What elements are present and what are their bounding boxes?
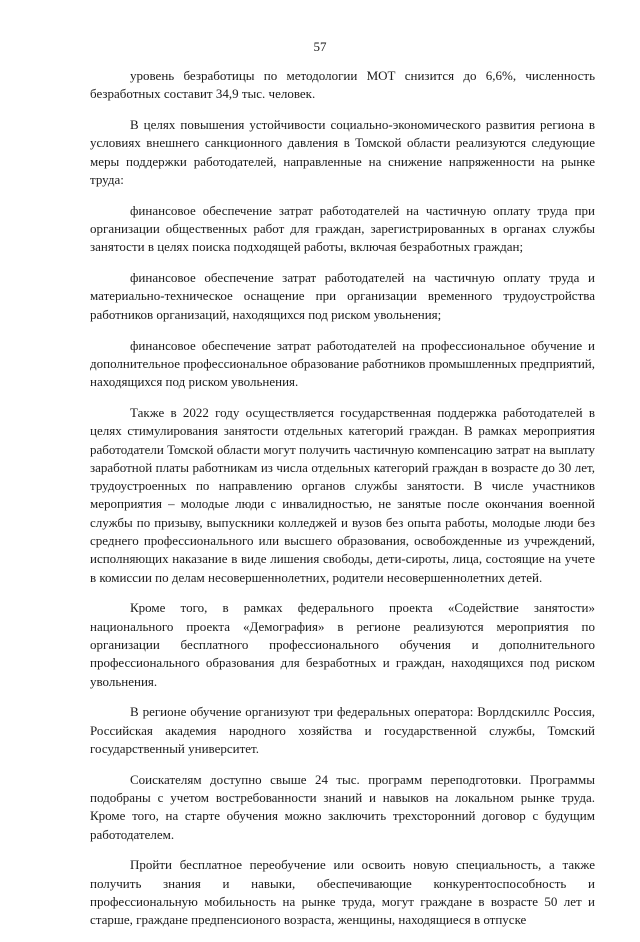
paragraph-free-retraining: Пройти бесплатное переобучение или освоить новую специальность, а также получить знания и навыки, обеспечивающие конкурентоспособность и профессиональную мобильность на рынке труда, могут граждане в возрасте 50 лет и старше, граждане предпенсионого возраста, женщины, находящиеся в отпуске xyxy=(90,857,595,928)
page-body xyxy=(90,67,595,942)
paragraph-professional-training: финансовое обеспечение затрат работодателей на профессиональное обучение и дополнительное профессиональное образование работников промышленных предприятий, находящихся под риском увольнения. xyxy=(90,337,595,390)
paragraph-state-support-2022: Также в 2022 году осуществляется государственная поддержка работодателей в целях стимулирования занятости отдельных категорий граждан. В рамках мероприятия работодатели Томской области могут получить частичную компенсацию затрат на выплату заработной платы работникам из числа отдельных категорий граждан в возрасте до 30 лет, трудоустроенных по направлению органов службы занятости. В числе участников мероприятия – молодые люди с инвалидностью, не занятые после окончания военной службы по призыву, выпускники колледжей и вузов без опыта работы, молодые люди без среднего профессионального или высшего образования, освобожденные из учреждений, исполняющих наказание в виде лишения свободы, дети-сироты, лица, состоящие на учете в комиссии по делам несовершеннолетних, родители несовершеннолетних детей. xyxy=(90,404,595,585)
paragraph-support-measures-intro: В целях повышения устойчивости социально-экономического развития региона в условиях внешнего санкционного давления в Томской области реализуются следующие меры поддержки работодателей, направленные на снижение напряженности на рынке труда: xyxy=(90,117,595,187)
paragraph-public-works: финансовое обеспечение затрат работодателей на частичную оплату труда при организации общественных работ для граждан, зарегистрированных в органах службы занятости в целях поиска подходящей работы, включая безработных граждан; xyxy=(90,202,595,255)
page-number: 57 xyxy=(313,39,327,54)
paragraph-retraining-programs: Соискателям доступно свыше 24 тыс. программ переподготовки. Программы подобраны с учетом востребованности знаний и навыков на локальном рынке труда. Кроме того, на старте обучения можно заключить трехсторонний договор с будущим работодателем. xyxy=(90,771,595,842)
paragraph-federal-operators: В регионе обучение организуют три федеральных оператора: Ворлдскиллс Россия, Российская академия народного хозяйства и государственной службы, Томский государственный университет. xyxy=(90,704,595,756)
paragraph-temporary-employment: финансовое обеспечение затрат работодателей на частичную оплату труда и материально-техническое оснащение при организации временного трудоустройства работников организаций, находящихся под риском увольнения; xyxy=(90,270,595,322)
paragraph-federal-project: Кроме того, в рамках федерального проекта «Содействие занятости» национального проекта «Демография» в регионе реализуются мероприятия по организации бесплатного профессионального обучения и дополнительного профессионального образования для безработных и граждан, находящихся под риском увольнения. xyxy=(90,600,595,689)
paragraph-unemployment-rate: уровень безработицы по методологии МОТ снизится до 6,6%, численность безработных составит 34,9 тыс. человек. xyxy=(90,68,595,102)
